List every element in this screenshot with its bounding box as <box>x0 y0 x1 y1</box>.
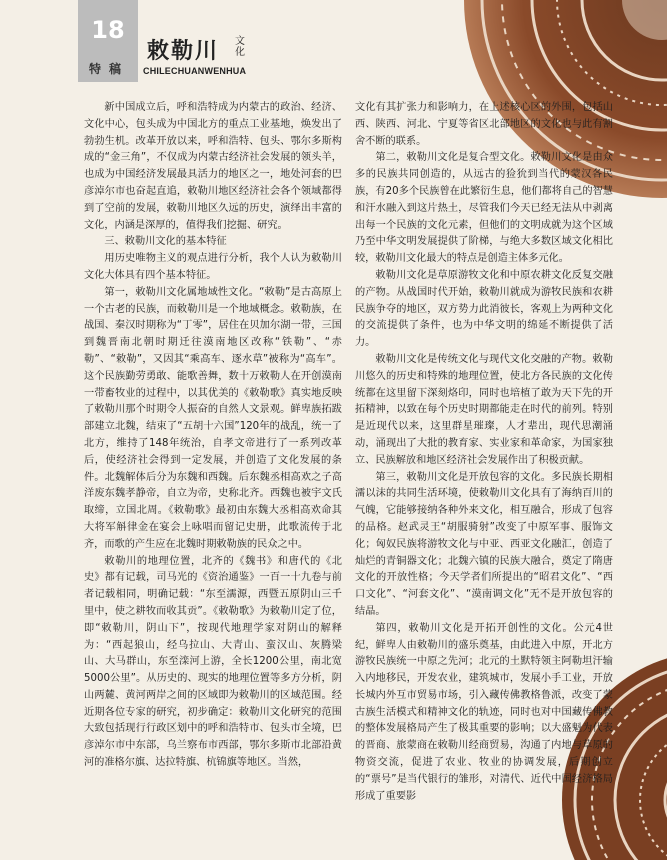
paragraph: 用历史唯物主义的观点进行分析，我个人认为敕勒川文化大体具有四个基本特征。 <box>84 253 342 281</box>
paragraph: 第三，敕勒川文化是开放包容的文化。多民族长期相濡以沫的共同生活环境，使敕勒川文化具有了海纳百川的气魄，它能够接纳各种外来文化，相互融合，形成了包容的品格。赵武灵王“胡服骑射”改变了中原军事、服饰文化；匈奴民族将游牧文化与中亚、西亚文化融汇，创造了灿烂的青铜器文化；北魏六镇的民族大融合，奠定了隋唐文化的开放性格；今天学者们所提出的“昭君文化”、“西口文化”、“河套文化”、“漠南调文化”无不是开放包容的结晶。 <box>355 471 613 617</box>
paragraph: 新中国成立后，呼和浩特成为内蒙古的政治、经济、文化中心，包头成为中国北方的重点工业基地，焕发出了勃勃生机。改革开放以来，呼和浩特、包头、鄂尔多斯构成的“金三角”，不仅成为内蒙古经济社会发展的领头羊，也成为中国经济发展最具活力的地区之一，地处河套的巴彦淖尔市也奋起直追，敕勒川地区经济社会各个领域都得到了空前的发展，敕勒川地区久远的历史，演绎出丰富的文化，内涵是深厚的，值得我们挖掘、研究。 <box>84 102 342 231</box>
logo-english: CHILECHUANWENHUA <box>143 66 247 76</box>
section-heading: 三、敕勒川文化的基本特征 <box>104 236 227 248</box>
paragraph: 第一，敕勒川文化属地域性文化。“敕勒”是古高原上一个古老的民族，而敕勒川是一个地域概念。敕勒族，在战国、秦汉时期称为“丁零”，居住在贝加尔湖一带，三国到魏晋南北朝时期迁往漠南地区改称“铁勒”、“赤勒”、“敕勒”，又因其“乘高车、逐水草”被称为“高车”。这个民族勤劳勇敢、能歌善舞，数十万敕勒人在开创漠南一带畜牧业的过程中，以其优美的《敕勒歌》真实地反映了敕勒川那个时期令人振奋的自然人文景观。鲜卑族拓跋部建立北魏，结束了“五胡十六国”120年的战乱，统一了北方，维持了148年统治，自孝文帝进行了一系列改革后，使经济社会得到一定发展，并创造了文化发展的条件。北魏解体后分为东魏和西魏。后东魏丞相高欢之子高洋废东魏孝静帝，自立为帝，史称北齐。西魏也被宇文氏取缔，立国北周。《敕勒歌》最初由东魏大丞相高欢命其大将军斛律金在宴会上咏唱而留记史册，此歌流传于北齐，而歌的产生应在北魏时期敕勒族的民众之中。 <box>84 286 342 550</box>
page-number-block <box>78 0 138 82</box>
magazine-logo <box>143 34 293 82</box>
paragraph-continued: 文化有其扩张力和影响力，在上述核心区的外围，包括山西、陕西、河北、宁夏等省区北部地区的文化也与此有割舍不断的联系。 <box>355 102 613 147</box>
logo-subtitle: 文化 <box>235 36 245 58</box>
page-number: 18 <box>91 16 125 44</box>
text-column-left <box>84 100 342 772</box>
logo-title: 敕勒川 <box>147 38 220 64</box>
paragraph: 敕勒川的地理位置，北齐的《魏书》和唐代的《北史》都有记载，司马光的《资治通鉴》一百一十九卷与前者记载相同，明确记载：“东至濡源，西暨五原阴山三千里中，使之耕牧而收其贡”。《敕勒歌》为敕勒川定了位，即“敕勒川，阴山下”，按现代地理学家对阴山的解释为：“西起狼山，经乌拉山、大青山、蛮汉山、灰腾梁山、大马群山，东至滦河上游，全长1200公里，南北宽5000公里”。从历史的、现实的地理位置等多方分析，阴山两麓、黄河两岸之间的区域即为敕勒川的区域范围。经近期各位专家的研究，初步确定：敕勒川文化研究的范围大致包括现行行政区划中的呼和浩特市、包头市全境，巴彦淖尔市中东部，乌兰察布市西部，鄂尔多斯市北部沿黄河的准格尔旗、达拉特旗、杭锦旗等地区。当然， <box>84 555 342 769</box>
column-label: 特稿 <box>88 62 129 76</box>
paragraph: 敕勒川文化是草原游牧文化和中原农耕文化反复交融的产物。从战国时代开始，敕勒川就成为游牧民族和农耕民族争夺的地区，双方势力此消彼长，客观上为两种文化的交流提供了条件，也为中华文明的绵延不断提供了活力。 <box>355 269 613 349</box>
paragraph: 第四，敕勒川文化是开拓开创性的文化。公元4世纪，鲜卑人由敕勒川的盛乐奠基，由此进入中原，开北方游牧民族统一中原之先河；北元的土默特领主阿勒坦汗输入内地移民，开发农业，建筑城市，发展小手工业，开放长城内外互市贸易市场，引入藏传佛教格鲁派，改变了蒙古族生活模式和精神文化的轨迹，同时也对中国藏传佛教的整体发展格局产生了极其重要的影响；以大盛魁为代表的晋商、旅蒙商在敕勒川经商贸易，沟通了内地与草原的物资交流，促进了农业、牧业的协调发展，后期创立的“票号”是当代银行的雏形，对清代、近代中国经济格局形成了重要影 <box>355 622 613 802</box>
text-column-right <box>355 100 613 805</box>
paragraph: 敕勒川文化是传统文化与现代文化交融的产物。敕勒川悠久的历史和特殊的地理位置，使北方各民族的文化传统都在这里留下深刻烙印，同时也培植了敢为天下先的开拓精神，以致在每个历史时期都能走在时代的前列。特别是近现代以来，这里群星璀璨，人才辈出，现代思潮涌动，涌现出了大批的教育家、实业家和革命家，为国家独立、民族解放和地区经济社会发展作出了积极贡献。 <box>355 353 613 466</box>
paragraph: 第二，敕勒川文化是复合型文化。敕勒川文化是由众多的民族共同创造的，从远古的猃狁到当代的蒙汉各民族，有20多个民族曾在此繁衍生息，他们都将自己的智慧和汗水融入到这片热土，尽管我们今天已经无法从中剥离出每一个民族的文化元素，但他们的文明成就为这个区域乃至中华文明发展提供了阶梯，与绝大多数区域文化相比较，敕勒川文化最大的特点是创造主体多元化。 <box>355 152 613 265</box>
